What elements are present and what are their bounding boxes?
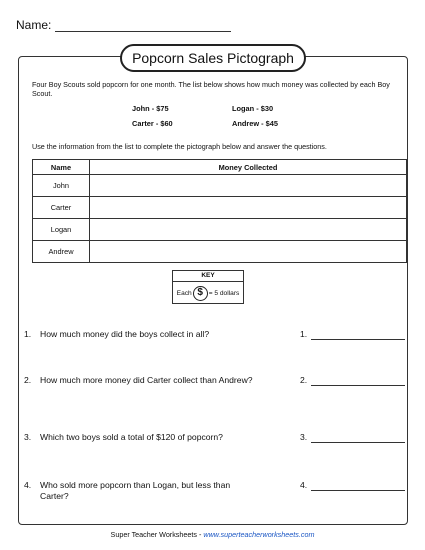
header-name: Name	[33, 160, 90, 175]
name-row	[16, 18, 231, 32]
row-name-andrew: Andrew	[33, 241, 90, 263]
key-equals-label: = 5 dollars	[208, 289, 240, 297]
money-cell-john[interactable]	[90, 175, 407, 197]
question-text: How much money did the boys collect in all?	[40, 329, 210, 339]
question-text: Which two boys sold a total of $120 of popcorn?	[40, 432, 223, 442]
amount-john: John - $75	[132, 104, 169, 113]
question-number: 3.	[24, 432, 32, 442]
question-text: How much more money did Carter collect than Andrew?	[40, 375, 253, 385]
money-cell-carter[interactable]	[90, 197, 407, 219]
table-row	[33, 197, 407, 219]
intro-text: Four Boy Scouts sold popcorn for one month. The list below shows how much money was collected by each Boy Scout.	[32, 80, 390, 98]
answer-3	[300, 432, 405, 443]
pictograph-table	[32, 159, 407, 263]
amount-logan: Logan - $30	[232, 104, 274, 113]
question-4	[24, 480, 284, 502]
answer-1	[300, 329, 405, 340]
header-money-collected: Money Collected	[90, 160, 407, 175]
question-text: Who sold more popcorn than Logan, but less than Carter?	[40, 480, 231, 501]
question-number: 4.	[24, 480, 32, 490]
table-header-row	[33, 160, 407, 175]
row-name-logan: Logan	[33, 219, 90, 241]
question-1	[24, 329, 284, 340]
answer-number: 4.	[300, 480, 308, 490]
answer-4	[300, 480, 405, 491]
answer-line-1[interactable]	[311, 330, 405, 340]
amount-andrew: Andrew - $45	[232, 119, 279, 128]
table-row	[33, 175, 407, 197]
question-2	[24, 375, 284, 386]
key-box	[172, 270, 244, 304]
row-name-john: John	[33, 175, 90, 197]
answer-number: 2.	[300, 375, 308, 385]
question-3	[24, 432, 284, 443]
dollar-symbol: $	[197, 287, 203, 298]
footer-url-link[interactable]: www.superteacherworksheets.com	[203, 530, 315, 539]
question-number: 1.	[24, 329, 32, 339]
answer-number: 1.	[300, 329, 308, 339]
key-title: KEY	[173, 271, 243, 282]
answer-line-2[interactable]	[311, 376, 405, 386]
key-body	[173, 282, 243, 304]
worksheet-title: Popcorn Sales Pictograph	[120, 44, 306, 72]
footer-brand: Super Teacher Worksheets -	[110, 530, 204, 539]
instructions-text: Use the information from the list to complete the pictograph below and answer the questions.	[32, 142, 327, 151]
money-cell-logan[interactable]	[90, 219, 407, 241]
answer-2	[300, 375, 405, 386]
question-number: 2.	[24, 375, 32, 385]
table-row	[33, 241, 407, 263]
key-each-label: Each	[176, 289, 192, 297]
row-name-carter: Carter	[33, 197, 90, 219]
table-row	[33, 219, 407, 241]
amount-carter: Carter - $60	[132, 119, 173, 128]
dollar-coin-icon	[193, 286, 208, 301]
answer-number: 3.	[300, 432, 308, 442]
name-field[interactable]	[55, 19, 231, 32]
answer-line-3[interactable]	[311, 433, 405, 443]
footer	[0, 530, 425, 539]
money-cell-andrew[interactable]	[90, 241, 407, 263]
answer-line-4[interactable]	[311, 481, 405, 491]
name-label: Name:	[16, 18, 52, 32]
